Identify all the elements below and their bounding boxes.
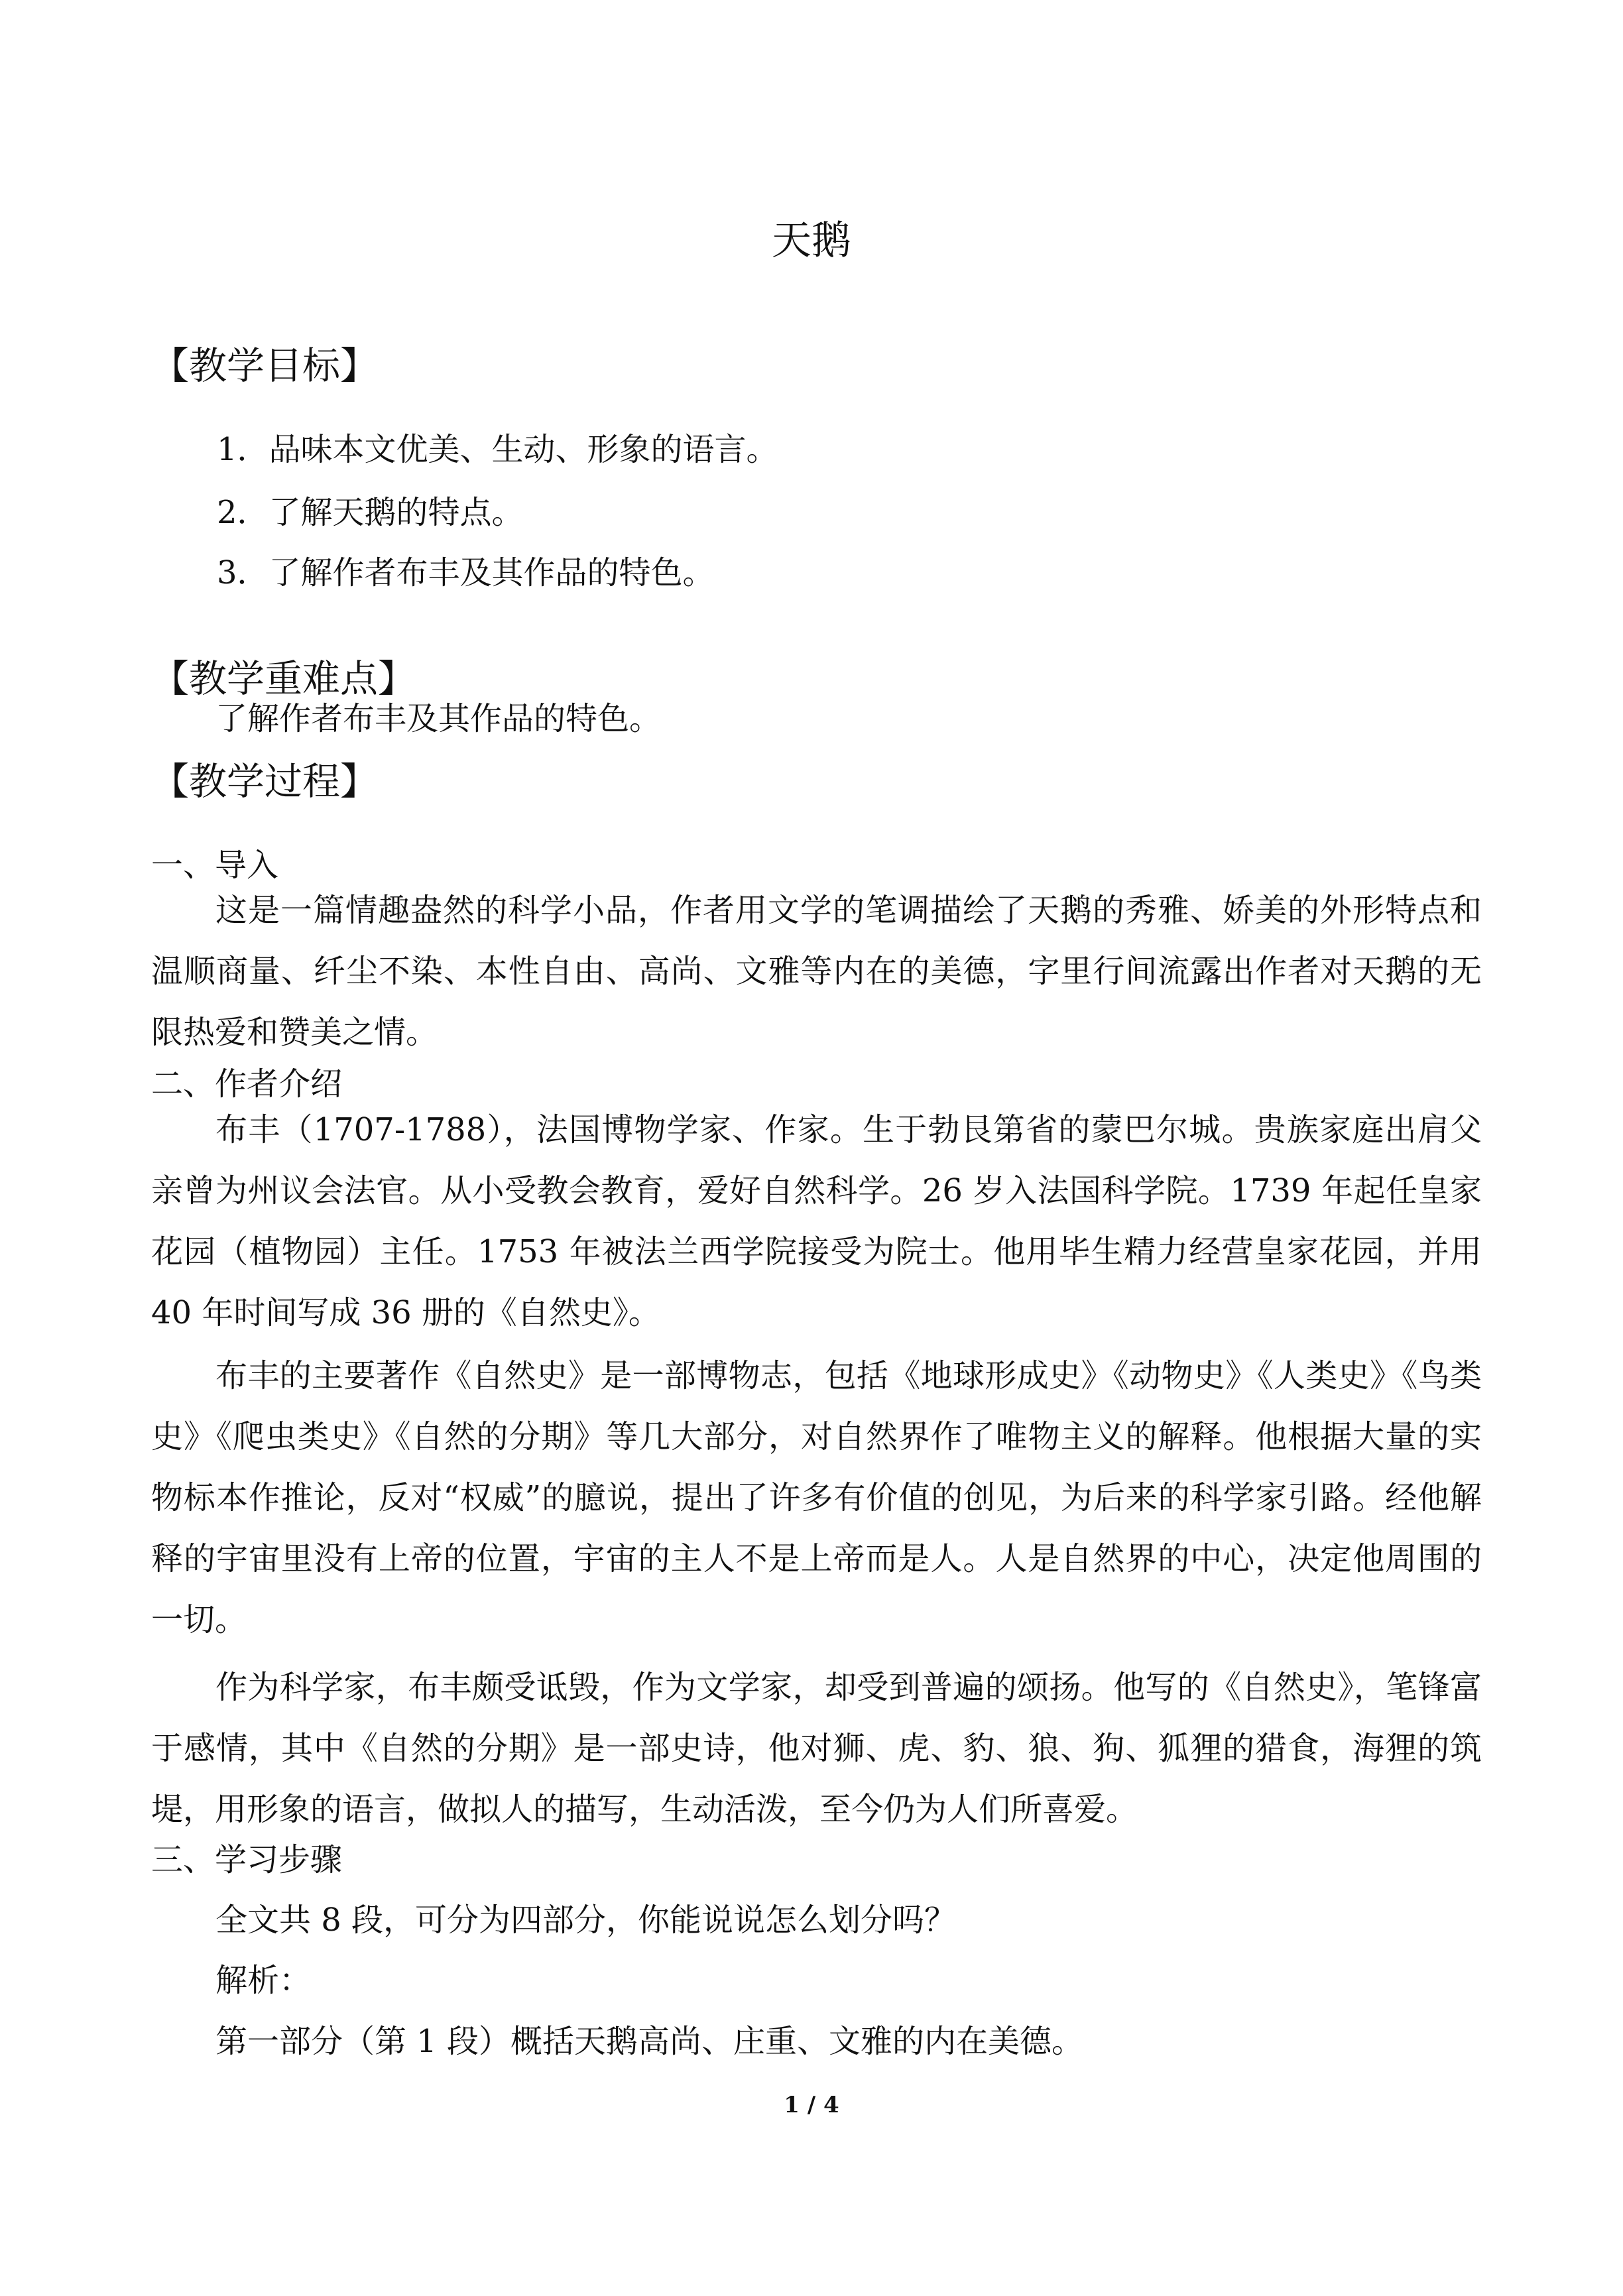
section-heading-goals: 【教学目标】 — [151, 344, 378, 388]
goal-item: 1．品味本文优美、生动、形象的语言。 — [217, 431, 778, 468]
part-heading-author: 二、作者介绍 — [151, 1065, 343, 1103]
part-heading-steps: 三、学习步骤 — [151, 1841, 343, 1878]
goal-item: 2．了解天鹅的特点。 — [217, 494, 524, 531]
section-heading-process: 【教学过程】 — [151, 760, 378, 804]
steps-line: 第一部分（第 1 段）概括天鹅高尚、庄重、文雅的内在美德。 — [215, 2023, 1084, 2060]
author-paragraph: 布丰（1707-1788），法国博物学家、作家。生于勃艮第省的蒙巴尔城。贵族家庭出肩父亲曾为州议会法官。从小受教会教育，爱好自然科学。26 岁入法国科学院。1739 年起任皇家花园（植物园）主任。1753 年被法兰西学院接受为院士。他用毕生精力经营皇家花园，并用 40 年时间写成 36 册的《自然史》。 — [151, 1111, 1482, 1331]
intro-paragraph: 这是一篇情趣盎然的科学小品，作者用文学的笔调描绘了天鹅的秀雅、娇美的外形特点和温顺商量、纤尘不染、本性自由、高尚、文雅等内在的美德，字里行间流露出作者对天鹅的无限热爱和赞美之情。 — [151, 892, 1482, 1051]
author-paragraph: 作为科学家，布丰颇受诋毁，作为文学家，却受到普遍的颂扬。他写的《自然史》，笔锋富于感情，其中《自然的分期》是一部史诗，他对狮、虎、豹、狼、狗、狐狸的猎食，海狸的筑堤，用形象的语言，做拟人的描写，生动活泼，至今仍为人们所喜爱。 — [151, 1669, 1482, 1828]
steps-line: 全文共 8 段，可分为四部分，你能说说怎么划分吗？ — [215, 1902, 957, 1939]
part-heading-intro: 一、导入 — [151, 847, 279, 884]
section-heading-key-points: 【教学重难点】 — [151, 657, 416, 701]
page-number: 1 / 4 — [784, 2092, 839, 2118]
document-title: 天鹅 — [772, 217, 851, 264]
goal-item: 3．了解作者布丰及其作品的特色。 — [217, 554, 715, 591]
key-points-text: 了解作者布丰及其作品的特色。 — [215, 700, 662, 737]
steps-line: 解析： — [215, 1962, 312, 1999]
author-paragraph: 布丰的主要著作《自然史》是一部博物志，包括《地球形成史》《动物史》《人类史》《鸟类史》《爬虫类史》《自然的分期》等几大部分，对自然界作了唯物主义的解释。他根据大量的实物标本作推论，反对“权威”的臆说，提出了许多有价值的创见，为后来的科学家引路。经他解释的宇宙里没有上帝的位置，宇宙的主人不是上帝而是人。人是自然界的中心，决定他周围的一切。 — [151, 1357, 1482, 1638]
